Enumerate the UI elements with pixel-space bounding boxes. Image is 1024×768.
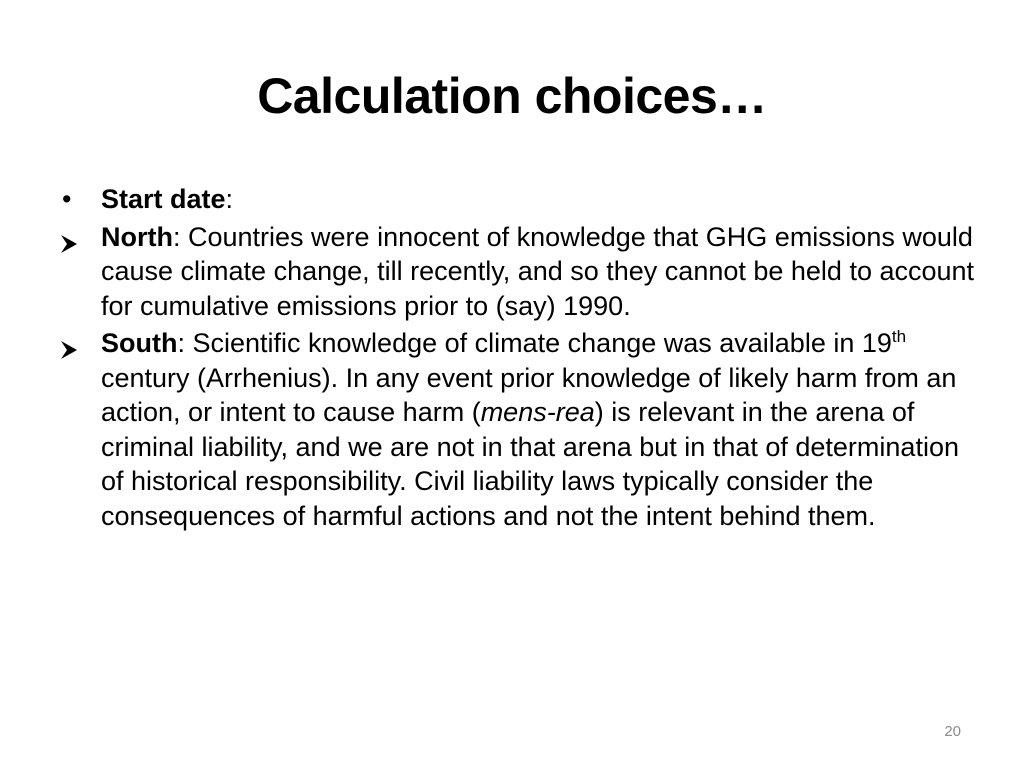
south-text-part-1: : Scientific knowledge of climate change was available in 19 [177,328,892,358]
south-superscript: th [891,327,907,346]
list-item-south [58,326,978,533]
south-text-part-3: ) is relevant in the arena of criminal liability, and we are not in that arena but in that of determination of historical responsibility. Civil liability laws typically consider the consequences of harmful actions and not the intent behind them. [101,397,959,531]
south-italic-term: mens-rea [480,397,595,427]
slide-title: Calculation choices… [257,68,767,124]
list-item-north [58,220,978,324]
list-item-start-date [58,182,978,217]
bullet-list [58,182,978,533]
south-label: South [101,328,178,358]
start-date-label: Start date [101,184,226,214]
bullet-dot-icon: • [62,184,72,214]
north-label: North [101,221,173,252]
start-date-colon: : [225,184,234,214]
arrow-bullet-icon [59,228,93,263]
south-text-part-2: century (Arrhenius). In any event prior knowledge of likely harm from an action, or intent to cause harm ( [101,362,957,427]
arrow-bullet-icon [59,334,93,369]
north-text: : Countries were innocent of knowledge that GHG emissions would cause climate change, till recently, and so they cannot be held to account for cumulative emissions prior to (say) 1990. [101,221,975,321]
slide-number: 20 [944,723,961,740]
